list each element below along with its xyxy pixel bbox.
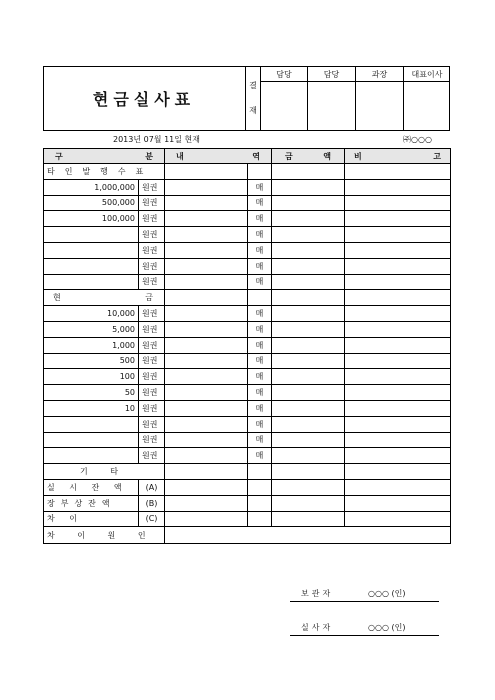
signature-underline	[290, 601, 439, 602]
denomination-value	[44, 227, 139, 243]
cell-empty	[165, 464, 248, 480]
count-unit: 매	[248, 258, 272, 274]
header-text: 분	[145, 151, 153, 161]
header-text: 역	[252, 151, 260, 161]
table-row	[44, 274, 451, 290]
signature-label: 보관자	[301, 589, 334, 598]
denomination-unit: 원권	[139, 321, 165, 337]
table-row	[44, 321, 451, 337]
other-label: 기 타	[44, 464, 165, 480]
cell-empty	[248, 164, 272, 180]
amount-cell	[272, 227, 345, 243]
detail-cell	[165, 227, 248, 243]
denomination-value	[44, 258, 139, 274]
header-category	[44, 149, 165, 164]
header-divider	[260, 81, 450, 82]
summary-code: (B)	[139, 495, 165, 511]
approval-label: 결	[249, 81, 257, 90]
denomination-value: 100	[44, 369, 139, 385]
summary-row	[44, 479, 451, 495]
detail-cell	[165, 369, 248, 385]
table-row	[44, 448, 451, 464]
document-title: 현금실사표	[92, 90, 196, 109]
note-cell	[345, 448, 451, 464]
denomination-unit: 원권	[139, 337, 165, 353]
denomination-unit: 원권	[139, 242, 165, 258]
denomination-unit: 원권	[139, 448, 165, 464]
denomination-value: 1,000,000	[44, 179, 139, 195]
cell-empty	[345, 464, 451, 480]
detail-cell	[165, 385, 248, 401]
denomination-value: 50	[44, 385, 139, 401]
count-unit: 매	[248, 369, 272, 385]
denomination-unit: 원권	[139, 416, 165, 432]
detail-cell	[165, 400, 248, 416]
cell-empty	[345, 290, 451, 306]
amount-cell	[272, 448, 345, 464]
summary-label: 실 시 잔 액	[44, 479, 139, 495]
amount-cell	[272, 479, 345, 495]
cell-empty	[345, 164, 451, 180]
table-row	[44, 416, 451, 432]
denomination-value: 500	[44, 353, 139, 369]
approval-role: 과장	[371, 70, 388, 79]
denomination-unit: 원권	[139, 400, 165, 416]
amount-cell	[272, 211, 345, 227]
cell-empty	[165, 527, 451, 544]
count-cell	[248, 511, 272, 527]
header-text: 액	[323, 151, 331, 161]
detail-cell	[165, 479, 248, 495]
amount-cell	[272, 495, 345, 511]
header-divider	[245, 66, 246, 131]
table-row	[44, 227, 451, 243]
cause-row	[44, 527, 451, 544]
count-unit: 매	[248, 211, 272, 227]
amount-cell	[272, 416, 345, 432]
note-cell	[345, 432, 451, 448]
summary-label: 차 이	[44, 511, 139, 527]
amount-cell	[272, 511, 345, 527]
cash-count-table	[43, 148, 451, 544]
count-unit: 매	[248, 416, 272, 432]
table-row	[44, 258, 451, 274]
detail-cell	[165, 337, 248, 353]
note-cell	[345, 179, 451, 195]
note-cell	[345, 227, 451, 243]
denomination-unit: 원권	[139, 274, 165, 290]
signature-label: 실사자	[301, 623, 334, 632]
header-text: 비	[354, 151, 362, 161]
amount-cell	[272, 306, 345, 322]
table-row	[44, 385, 451, 401]
amount-cell	[272, 179, 345, 195]
amount-cell	[272, 432, 345, 448]
approval-label: 재	[249, 106, 257, 115]
note-cell	[345, 274, 451, 290]
amount-cell	[272, 400, 345, 416]
count-unit: 매	[248, 242, 272, 258]
table-row	[44, 353, 451, 369]
denomination-unit: 원권	[139, 179, 165, 195]
amount-cell	[272, 195, 345, 211]
denomination-unit: 원권	[139, 258, 165, 274]
denomination-value	[44, 448, 139, 464]
signature-name: ○○○ (인)	[368, 623, 406, 632]
denomination-value: 100,000	[44, 211, 139, 227]
count-unit: 매	[248, 321, 272, 337]
count-cell	[248, 479, 272, 495]
count-unit: 매	[248, 227, 272, 243]
detail-cell	[165, 511, 248, 527]
approval-role: 담당	[323, 70, 340, 79]
denomination-value	[44, 416, 139, 432]
cash-rows	[44, 306, 451, 464]
cell-empty	[165, 290, 248, 306]
note-cell	[345, 479, 451, 495]
amount-cell	[272, 258, 345, 274]
detail-cell	[165, 179, 248, 195]
detail-cell	[165, 495, 248, 511]
detail-cell	[165, 321, 248, 337]
company-name: ㈜○○○	[403, 135, 432, 144]
denomination-value	[44, 432, 139, 448]
detail-cell	[165, 416, 248, 432]
denomination-value: 5,000	[44, 321, 139, 337]
approval-role: 담당	[276, 70, 292, 79]
count-unit: 매	[248, 400, 272, 416]
amount-cell	[272, 385, 345, 401]
signature-name: ○○○ (인)	[368, 589, 406, 598]
count-unit: 매	[248, 337, 272, 353]
date-line: 2013년 07월 11일 현재	[113, 135, 200, 144]
summary-label: 장부상잔액	[44, 495, 139, 511]
denomination-value	[44, 242, 139, 258]
section-label-check: 타인발행수표	[44, 164, 165, 180]
count-unit: 매	[248, 448, 272, 464]
table-row	[44, 179, 451, 195]
denomination-unit: 원권	[139, 195, 165, 211]
denomination-unit: 원권	[139, 227, 165, 243]
header-note	[345, 149, 451, 164]
note-cell	[345, 242, 451, 258]
denomination-unit: 원권	[139, 432, 165, 448]
cell-empty	[272, 464, 345, 480]
denomination-unit: 원권	[139, 353, 165, 369]
section-text: 현	[53, 293, 61, 303]
note-cell	[345, 211, 451, 227]
cause-label: 차 이 원 인	[44, 527, 165, 544]
cell-empty	[272, 290, 345, 306]
note-cell	[345, 353, 451, 369]
detail-cell	[165, 195, 248, 211]
count-unit: 매	[248, 306, 272, 322]
detail-cell	[165, 353, 248, 369]
summary-code: (C)	[139, 511, 165, 527]
note-cell	[345, 258, 451, 274]
note-cell	[345, 511, 451, 527]
summary-code: (A)	[139, 479, 165, 495]
denomination-value: 1,000	[44, 337, 139, 353]
header-text: 금	[285, 151, 293, 161]
note-cell	[345, 321, 451, 337]
header-text: 내	[176, 151, 184, 161]
other-row	[44, 464, 451, 480]
section-row-cash	[44, 290, 451, 306]
amount-cell	[272, 321, 345, 337]
summary-row	[44, 495, 451, 511]
denomination-unit: 원권	[139, 369, 165, 385]
detail-cell	[165, 432, 248, 448]
amount-cell	[272, 274, 345, 290]
amount-cell	[272, 337, 345, 353]
count-unit: 매	[248, 195, 272, 211]
table-row	[44, 306, 451, 322]
table-row	[44, 432, 451, 448]
detail-cell	[165, 242, 248, 258]
cell-empty	[272, 164, 345, 180]
denomination-value	[44, 274, 139, 290]
header-amount	[272, 149, 345, 164]
count-unit: 매	[248, 274, 272, 290]
note-cell	[345, 306, 451, 322]
count-unit: 매	[248, 179, 272, 195]
check-rows	[44, 179, 451, 290]
denomination-value: 10,000	[44, 306, 139, 322]
note-cell	[345, 400, 451, 416]
detail-cell	[165, 258, 248, 274]
denomination-value: 10	[44, 400, 139, 416]
table-row	[44, 211, 451, 227]
count-unit: 매	[248, 385, 272, 401]
detail-cell	[165, 211, 248, 227]
table-row	[44, 369, 451, 385]
note-cell	[345, 337, 451, 353]
denomination-value: 500,000	[44, 195, 139, 211]
amount-cell	[272, 369, 345, 385]
count-unit: 매	[248, 353, 272, 369]
note-cell	[345, 385, 451, 401]
table-row	[44, 242, 451, 258]
header-text: 고	[433, 151, 441, 161]
amount-cell	[272, 242, 345, 258]
detail-cell	[165, 448, 248, 464]
denomination-unit: 원권	[139, 306, 165, 322]
note-cell	[345, 416, 451, 432]
signature-underline	[290, 635, 439, 636]
denomination-unit: 원권	[139, 211, 165, 227]
section-text: 금	[145, 293, 153, 303]
note-cell	[345, 495, 451, 511]
cell-empty	[165, 164, 248, 180]
section-label-cash	[44, 290, 165, 306]
amount-cell	[272, 353, 345, 369]
count-cell	[248, 495, 272, 511]
detail-cell	[165, 306, 248, 322]
cell-empty	[248, 464, 272, 480]
table-row	[44, 195, 451, 211]
header-text: 구	[55, 151, 63, 161]
table-row	[44, 337, 451, 353]
approval-role: 대표이사	[411, 70, 443, 79]
cell-empty	[248, 290, 272, 306]
note-cell	[345, 195, 451, 211]
section-row-check	[44, 164, 451, 180]
summary-row	[44, 511, 451, 527]
count-unit: 매	[248, 432, 272, 448]
table-row	[44, 400, 451, 416]
summary-rows	[44, 479, 451, 526]
note-cell	[345, 369, 451, 385]
detail-cell	[165, 274, 248, 290]
table-header-row	[44, 149, 451, 164]
denomination-unit: 원권	[139, 385, 165, 401]
header-detail	[165, 149, 272, 164]
